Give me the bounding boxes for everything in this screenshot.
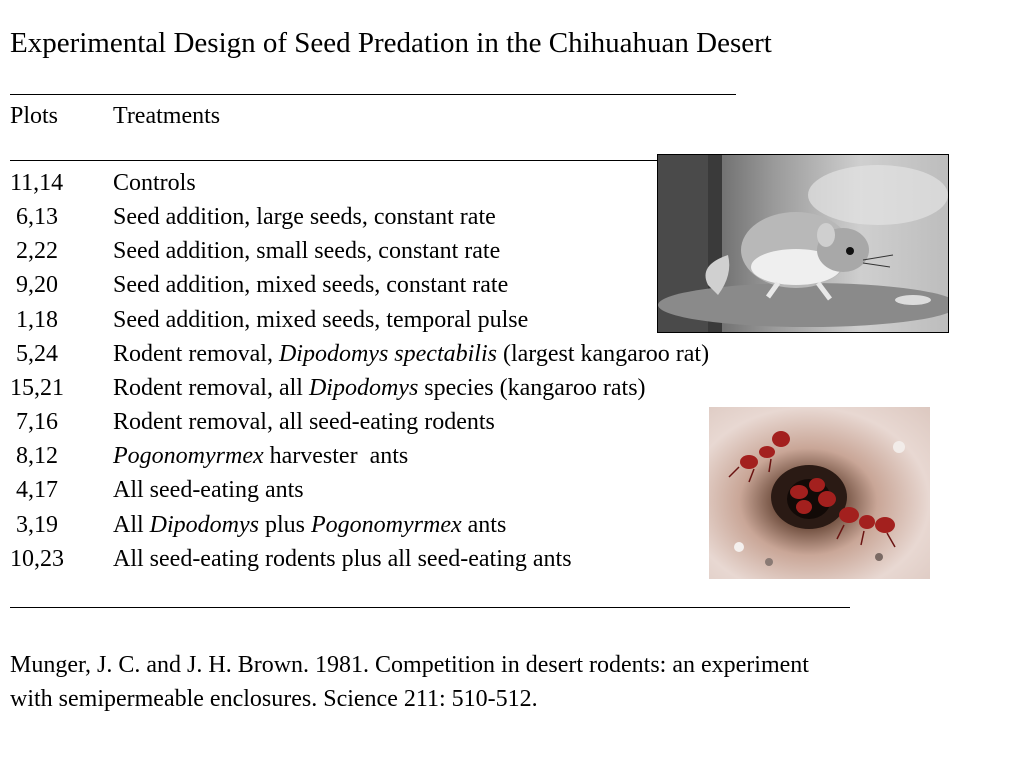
treatment-taxon: Pogonomyrmex — [311, 512, 462, 538]
plot-numbers: 4,17 — [16, 477, 58, 503]
header-treatments: Treatments — [113, 103, 221, 129]
plot-numbers: 15,21 — [10, 375, 64, 401]
treatment-fragment: Seed addition, small seeds, constant rate — [113, 238, 501, 264]
treatment-text — [113, 170, 196, 197]
treatment-taxon: Dipodomys spectabilis — [278, 341, 497, 367]
treatment-fragment: Rodent removal, all seed-eating rodents — [113, 409, 495, 435]
treatment-text — [113, 512, 506, 539]
plot-numbers: 7,16 — [16, 409, 58, 435]
treatment-text — [113, 375, 646, 402]
plot-numbers: 10,23 — [10, 546, 64, 572]
treatment-text — [113, 546, 572, 573]
treatment-fragment: harvester ants — [263, 443, 409, 469]
treatment-fragment: Rodent removal, all — [113, 375, 309, 401]
divider-bottom — [10, 607, 850, 608]
kangaroo-rat-photo — [657, 154, 949, 333]
treatment-fragment: All — [113, 512, 150, 538]
divider-header — [10, 160, 658, 161]
plot-numbers: 8,12 — [16, 443, 58, 469]
treatment-text — [113, 477, 304, 504]
treatment-fragment: Rodent removal, — [113, 341, 279, 367]
treatment-text — [113, 409, 495, 436]
reference-line-2: with semipermeable enclosures. Science 211: 510-512. — [10, 686, 538, 712]
treatment-fragment: All seed-eating ants — [113, 477, 304, 503]
treatment-fragment: plus — [259, 512, 312, 538]
treatment-fragment: Seed addition, mixed seeds, temporal pulse — [113, 307, 529, 333]
reference-line-1: Munger, J. C. and J. H. Brown. 1981. Competition in desert rodents: an experiment — [10, 652, 809, 678]
plot-numbers: 1,18 — [16, 307, 58, 333]
plot-numbers: 9,20 — [16, 272, 58, 298]
treatment-text — [113, 204, 496, 231]
treatment-text — [113, 272, 508, 299]
treatment-text — [113, 443, 408, 470]
treatment-text — [113, 307, 528, 334]
treatment-fragment: (largest kangaroo rat) — [496, 341, 710, 367]
treatment-taxon: Pogonomyrmex — [113, 443, 264, 469]
treatment-fragment: species (kangaroo rats) — [418, 375, 646, 401]
treatment-fragment: ants — [461, 512, 507, 538]
treatment-text — [113, 341, 709, 368]
plot-numbers: 6,13 — [16, 204, 58, 230]
table-row — [0, 341, 900, 375]
header-plots: Plots — [10, 103, 59, 129]
treatment-taxon: Dipodomys — [308, 375, 419, 401]
plot-numbers: 5,24 — [16, 341, 58, 367]
treatment-text — [113, 238, 500, 265]
table-row — [0, 375, 900, 409]
treatment-fragment: Seed addition, large seeds, constant rate — [113, 204, 496, 230]
plot-numbers: 3,19 — [16, 512, 58, 538]
plot-numbers: 2,22 — [16, 238, 58, 264]
divider-top — [10, 94, 736, 95]
treatment-taxon: Dipodomys — [149, 512, 259, 538]
treatment-fragment: Seed addition, mixed seeds, constant rate — [113, 272, 509, 298]
treatment-fragment: All seed-eating rodents plus all seed-eating ants — [113, 546, 572, 572]
reference-citation — [10, 648, 1010, 716]
treatment-fragment: Controls — [113, 170, 196, 196]
harvester-ant-nest-photo — [709, 407, 930, 579]
page-title: Experimental Design of Seed Predation in the Chihuahuan Desert — [10, 27, 772, 59]
plot-numbers: 11,14 — [10, 170, 64, 196]
